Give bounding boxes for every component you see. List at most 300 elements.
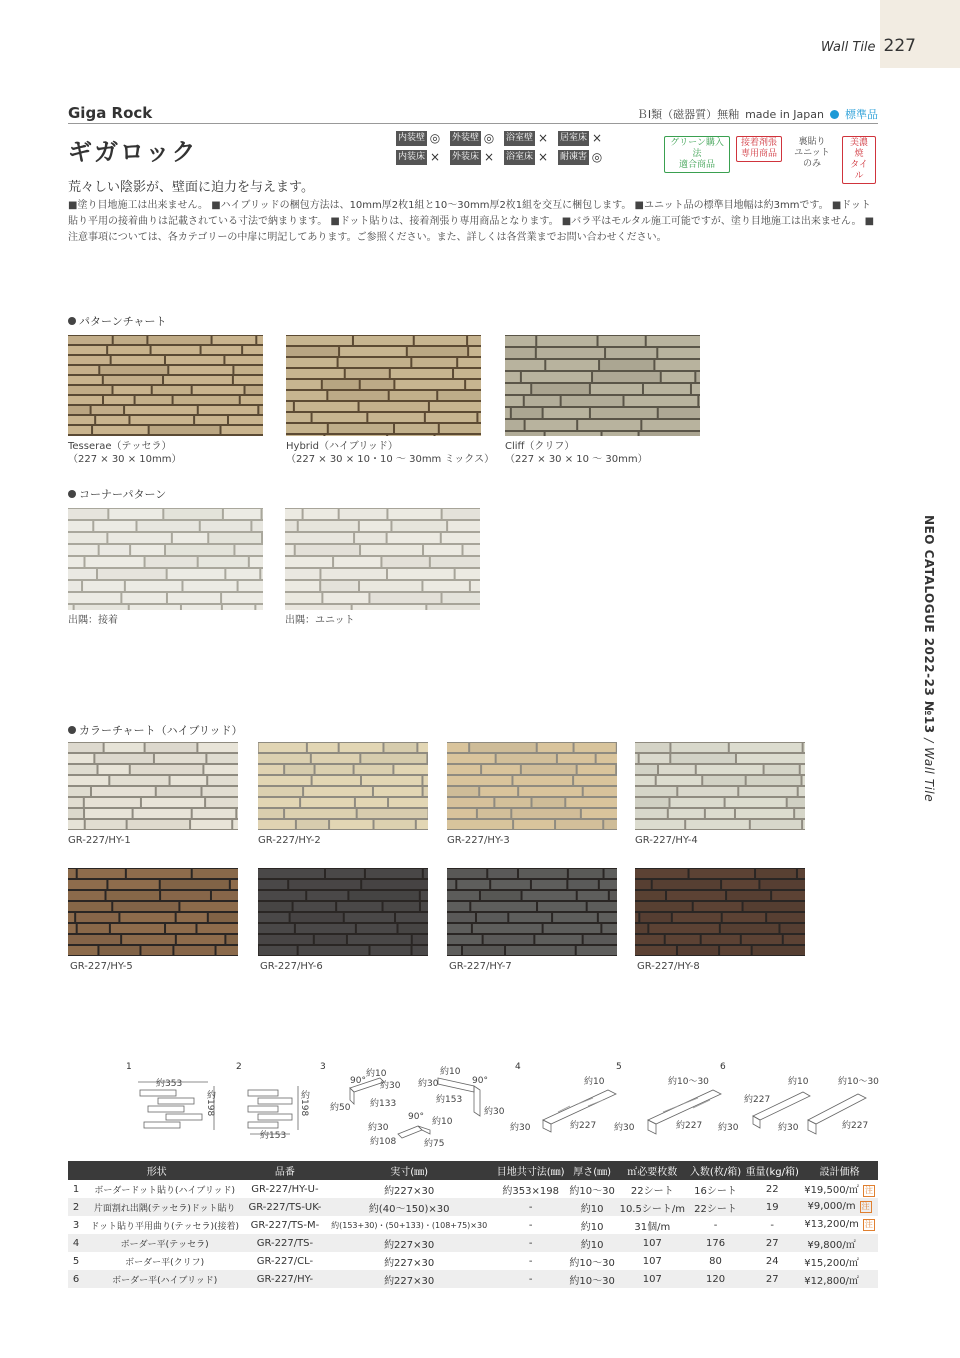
brick	[346, 369, 389, 378]
brick	[166, 356, 223, 364]
brick	[653, 880, 720, 889]
brick	[726, 798, 786, 807]
brick	[801, 765, 805, 774]
unit-only-badge: 裏貼り ユニットのみ	[794, 137, 830, 169]
brick	[307, 891, 347, 900]
brick	[328, 391, 387, 400]
brick	[795, 809, 805, 818]
color-code: GR-227/HY-4	[635, 835, 698, 846]
dim-label: 約30	[510, 1123, 531, 1133]
brick	[68, 557, 83, 567]
brick	[286, 435, 323, 436]
brick	[471, 581, 480, 591]
table-cell-size: 約(40〜150)×30	[324, 1198, 493, 1216]
brick	[155, 754, 205, 763]
dim-label: 約198	[299, 1090, 309, 1117]
brick	[440, 424, 481, 433]
table-cell-no: 4	[68, 1234, 84, 1252]
table-cell-per_box: 120	[688, 1270, 744, 1288]
brick	[114, 386, 151, 394]
color-swatch-image	[258, 742, 428, 830]
brick	[537, 336, 596, 346]
brick	[635, 809, 667, 818]
table-cell-thickness: 約10	[567, 1198, 616, 1216]
brick	[168, 569, 225, 579]
brick	[285, 545, 294, 555]
brick	[130, 416, 193, 424]
brick	[602, 924, 617, 933]
brick	[578, 891, 608, 900]
brick	[495, 798, 530, 807]
brick	[204, 765, 238, 774]
brick	[635, 765, 657, 774]
brick	[164, 376, 232, 384]
brick	[358, 809, 428, 818]
brick	[286, 391, 326, 400]
brick	[161, 880, 229, 889]
table-row	[68, 1216, 878, 1234]
brick	[286, 380, 321, 389]
table-cell-size: 約(153+30)・(50+133)・(108+75)×30	[331, 1220, 488, 1230]
brick	[470, 743, 536, 752]
brick	[384, 902, 419, 911]
brick	[93, 426, 148, 434]
brick	[197, 924, 238, 933]
brick	[68, 396, 102, 404]
brick	[109, 509, 162, 519]
dim-label: 約353	[156, 1079, 183, 1089]
brick	[68, 545, 98, 555]
corner-title-text: コーナーパターン	[79, 488, 167, 501]
brick	[447, 880, 455, 889]
usage-mark: ◎	[429, 131, 441, 145]
brick	[237, 809, 238, 818]
table-cell-no: 6	[68, 1270, 84, 1288]
table-cell-shape: 片面割れ出隅(テッセラ)ドット貼り	[84, 1198, 245, 1216]
color-swatch	[258, 742, 428, 830]
bullet-icon	[68, 726, 76, 734]
brick	[78, 869, 125, 878]
brick	[582, 809, 617, 818]
brick	[128, 820, 189, 829]
brick	[348, 935, 411, 944]
brick	[285, 557, 332, 567]
brick	[537, 348, 604, 358]
brick	[233, 820, 238, 829]
usage-cell	[504, 131, 554, 146]
brick	[671, 754, 735, 763]
table-cell-shape: ボーダー平(クリフ)	[125, 1257, 205, 1268]
brick	[447, 754, 495, 763]
brick	[193, 809, 236, 818]
brick	[417, 820, 428, 829]
brick	[361, 380, 394, 389]
dim-label: 約50	[330, 1103, 351, 1113]
brick	[366, 869, 422, 878]
pattern-name: Hybrid（ハイブリッド）	[286, 441, 398, 452]
brick	[635, 787, 676, 796]
brick	[635, 902, 692, 911]
brick	[635, 754, 638, 763]
brick	[751, 820, 801, 829]
table-cell-size: 約227×30	[384, 1185, 435, 1197]
brick	[788, 798, 805, 807]
brick	[261, 569, 263, 579]
brick	[463, 946, 504, 955]
brick	[114, 336, 147, 344]
brick	[509, 913, 551, 922]
brick	[258, 820, 295, 829]
brick	[578, 420, 640, 430]
brick	[258, 798, 299, 807]
brick	[635, 880, 651, 889]
brick	[212, 891, 238, 900]
brick	[635, 935, 664, 944]
brick	[68, 569, 96, 579]
brick	[299, 946, 369, 955]
badges	[664, 136, 876, 184]
brick	[113, 902, 178, 911]
brick	[68, 891, 105, 900]
brick	[721, 924, 779, 933]
brick	[469, 347, 481, 356]
dim-label: 約30	[418, 1079, 439, 1089]
brick	[694, 902, 742, 911]
brick	[108, 880, 158, 889]
table-cell-code: GR-227/TS-M-	[250, 1219, 320, 1231]
brick	[546, 432, 601, 436]
brick	[468, 336, 481, 345]
brick	[174, 396, 239, 404]
table-row	[68, 1234, 878, 1252]
brick	[477, 913, 507, 922]
side-catalogue-label	[922, 515, 936, 802]
brick	[339, 358, 411, 367]
brick	[168, 593, 220, 603]
brick	[655, 360, 700, 370]
color-code: GR-227/HY-2	[258, 835, 321, 846]
brick	[522, 765, 576, 774]
brick	[424, 787, 428, 796]
brick	[286, 402, 293, 411]
brick	[418, 743, 428, 752]
color-swatch-image	[635, 742, 805, 830]
brick	[180, 902, 238, 911]
brick	[68, 809, 83, 818]
brick	[337, 902, 381, 911]
brick	[199, 557, 248, 567]
corner-section-title	[68, 486, 166, 502]
classification: ＢⅠ類（磁器質）無釉	[636, 108, 740, 121]
title-divider	[68, 123, 878, 124]
brick	[562, 396, 623, 406]
brick	[431, 557, 480, 567]
brick	[424, 545, 461, 555]
brick	[442, 533, 480, 543]
color-swatch	[68, 742, 238, 830]
table-cell-code: GR-227/TS-	[245, 1234, 324, 1252]
price-value: ¥9,000/m	[807, 1201, 856, 1212]
brick	[285, 593, 321, 603]
brick	[325, 435, 386, 436]
color-code: GR-227/HY-7	[449, 961, 512, 972]
color-swatch	[68, 868, 238, 956]
brick	[647, 336, 700, 346]
brick	[191, 820, 231, 829]
brick	[447, 891, 479, 900]
brick	[111, 924, 164, 933]
table-cell-weight: 24	[765, 1255, 779, 1267]
brick	[588, 902, 617, 911]
brick	[334, 557, 380, 567]
brick	[671, 743, 727, 752]
brick	[304, 509, 338, 519]
table-cell-code: GR-227/CL-	[256, 1255, 314, 1267]
pattern-size: （227 × 30 × 10 〜 30mm）	[505, 454, 648, 465]
brick	[658, 348, 700, 358]
brick	[68, 605, 73, 610]
brick	[201, 521, 251, 531]
table-cell-price	[801, 1180, 878, 1198]
table-header-cell: 実寸(㎜)	[324, 1161, 493, 1180]
pattern-caption	[286, 440, 494, 466]
brick	[642, 420, 700, 430]
dim-label: 約10	[584, 1077, 605, 1087]
brick	[447, 809, 476, 818]
brick	[241, 396, 263, 404]
page-number: 227	[883, 36, 916, 56]
brick	[171, 776, 207, 785]
brick	[68, 743, 103, 752]
angle-label: 90°	[472, 1076, 488, 1086]
usage-label: 外装床	[450, 150, 481, 165]
brick	[177, 913, 207, 922]
corner-caption: 出隅：ユニット	[285, 615, 355, 626]
brick	[68, 924, 76, 933]
brick	[110, 776, 168, 785]
brick	[640, 913, 671, 922]
price-value: ¥12,800/㎡	[804, 1275, 859, 1287]
pattern-size: （227 × 30 × 10mm）	[68, 454, 182, 465]
table-cell-per_m2: 107	[617, 1234, 688, 1252]
brick	[399, 924, 428, 933]
color-swatch-image	[447, 868, 617, 956]
table-row	[68, 1198, 878, 1216]
pattern-swatch-hybrid	[286, 335, 481, 436]
brick	[640, 754, 670, 763]
brick	[209, 533, 261, 543]
table-header-row	[68, 1161, 878, 1180]
usage-grid	[396, 131, 608, 165]
brick	[289, 880, 360, 889]
note-badge: 注	[864, 1186, 873, 1195]
table-cell-price	[801, 1198, 878, 1216]
brick	[259, 743, 306, 752]
table-cell-weight: 19	[743, 1198, 801, 1216]
corner-swatch-adhesive	[68, 508, 263, 610]
brick	[722, 880, 758, 889]
brick	[395, 380, 464, 389]
brick	[153, 386, 191, 394]
usage-mark: ×	[537, 150, 549, 164]
brick	[666, 935, 700, 944]
dim-label: 約10〜30	[838, 1077, 879, 1087]
brick	[125, 406, 197, 414]
dim-label: 約75	[424, 1139, 445, 1149]
brick	[285, 521, 297, 531]
brick	[388, 533, 440, 543]
brick	[259, 406, 263, 414]
brick	[610, 891, 617, 900]
brick	[447, 787, 478, 796]
table-cell-joint: -	[494, 1270, 568, 1288]
dim-label: 約198	[205, 1090, 215, 1117]
table-row	[68, 1252, 878, 1270]
brick	[222, 426, 263, 434]
brick	[370, 946, 410, 955]
brick	[370, 593, 440, 603]
brick	[558, 754, 595, 763]
brick	[593, 372, 660, 382]
brick	[164, 509, 222, 519]
note-badge: 注	[861, 1202, 870, 1211]
brick	[208, 776, 238, 785]
brick	[736, 809, 793, 818]
brick	[447, 902, 469, 911]
usage-cell	[558, 131, 608, 146]
brick	[105, 743, 144, 752]
brick	[183, 581, 236, 591]
brick	[126, 581, 182, 591]
brick	[635, 891, 665, 900]
brick	[532, 880, 566, 889]
usage-cell	[396, 150, 446, 165]
brick	[678, 946, 718, 955]
brick	[430, 402, 481, 411]
brick	[226, 569, 259, 579]
table-cell-per_m2: 22シート	[630, 1185, 674, 1197]
brick	[390, 391, 437, 400]
brick	[68, 386, 112, 394]
corner-tab	[880, 0, 960, 68]
standard-label: 標準品	[845, 108, 878, 121]
pattern-swatch-tesserae	[68, 335, 263, 436]
brick	[421, 902, 428, 911]
brick	[538, 743, 573, 752]
brick	[659, 408, 700, 418]
brick	[68, 336, 112, 344]
brick	[122, 593, 166, 603]
catalogue-name: NEO CATALOGUE 2022-23 №13	[922, 515, 936, 734]
brick	[667, 891, 725, 900]
color-swatch	[635, 868, 805, 956]
green-purchase-badge: グリーン購入法 適合商品	[664, 136, 730, 173]
brick	[308, 743, 338, 752]
brick	[737, 754, 805, 763]
brick	[76, 913, 118, 922]
table-row	[68, 1180, 878, 1198]
brick	[231, 880, 238, 889]
table-cell-thickness: 約10〜30	[569, 1257, 615, 1269]
brick	[413, 935, 428, 944]
table-cell-per_box: -	[713, 1219, 718, 1231]
spec-table	[68, 1161, 878, 1288]
brick	[78, 924, 109, 933]
table-header-cell: 入数(枚/箱)	[688, 1161, 744, 1180]
brick	[349, 891, 418, 900]
brick	[447, 798, 493, 807]
brick	[473, 924, 542, 933]
brick	[258, 776, 311, 785]
brick	[68, 798, 83, 807]
brick	[169, 366, 232, 374]
table-cell-size: 約227×30	[324, 1234, 493, 1252]
color-swatch	[447, 868, 617, 956]
page-header	[821, 36, 916, 56]
brick	[447, 820, 512, 829]
brick	[355, 533, 386, 543]
brick	[68, 869, 76, 878]
usage-cell	[558, 150, 608, 165]
brick	[519, 787, 582, 796]
brick	[375, 820, 415, 829]
brick	[285, 569, 319, 579]
brick	[98, 569, 166, 579]
brick	[600, 360, 653, 370]
table-cell-shape: ドット貼り平用曲り(テッセラ)(接着)	[90, 1221, 240, 1232]
table-cell-weight: -	[770, 1219, 775, 1231]
table-cell-price	[801, 1270, 878, 1288]
brick	[130, 605, 180, 610]
brick	[443, 593, 480, 603]
brick	[532, 384, 589, 394]
price-value: ¥9,800/㎡	[807, 1239, 856, 1251]
brick	[678, 787, 737, 796]
table-cell-per_box: 176	[688, 1234, 744, 1252]
brick	[206, 798, 238, 807]
brick	[457, 880, 489, 889]
brick	[250, 557, 263, 567]
color-swatch	[258, 868, 428, 956]
brick	[207, 754, 238, 763]
brick	[100, 366, 167, 374]
brick	[574, 776, 617, 785]
brick	[447, 765, 480, 774]
brick	[690, 869, 755, 878]
brick	[505, 396, 523, 406]
brick	[296, 545, 359, 555]
brick	[148, 336, 210, 344]
brick	[584, 935, 617, 944]
brick	[141, 946, 172, 955]
brick	[447, 869, 486, 878]
table-cell-thickness: 約10〜30	[567, 1270, 616, 1288]
color-section-title	[68, 722, 242, 738]
brick	[68, 935, 120, 944]
brick	[68, 416, 94, 424]
brick	[356, 798, 387, 807]
brick	[360, 581, 421, 591]
brick	[329, 424, 393, 433]
brick	[662, 372, 695, 382]
brick	[258, 880, 287, 889]
brick	[362, 776, 421, 785]
brick	[519, 869, 567, 878]
color-code: GR-227/HY-8	[637, 961, 700, 972]
brick	[482, 765, 520, 774]
brick	[312, 754, 359, 763]
brick	[68, 946, 97, 955]
